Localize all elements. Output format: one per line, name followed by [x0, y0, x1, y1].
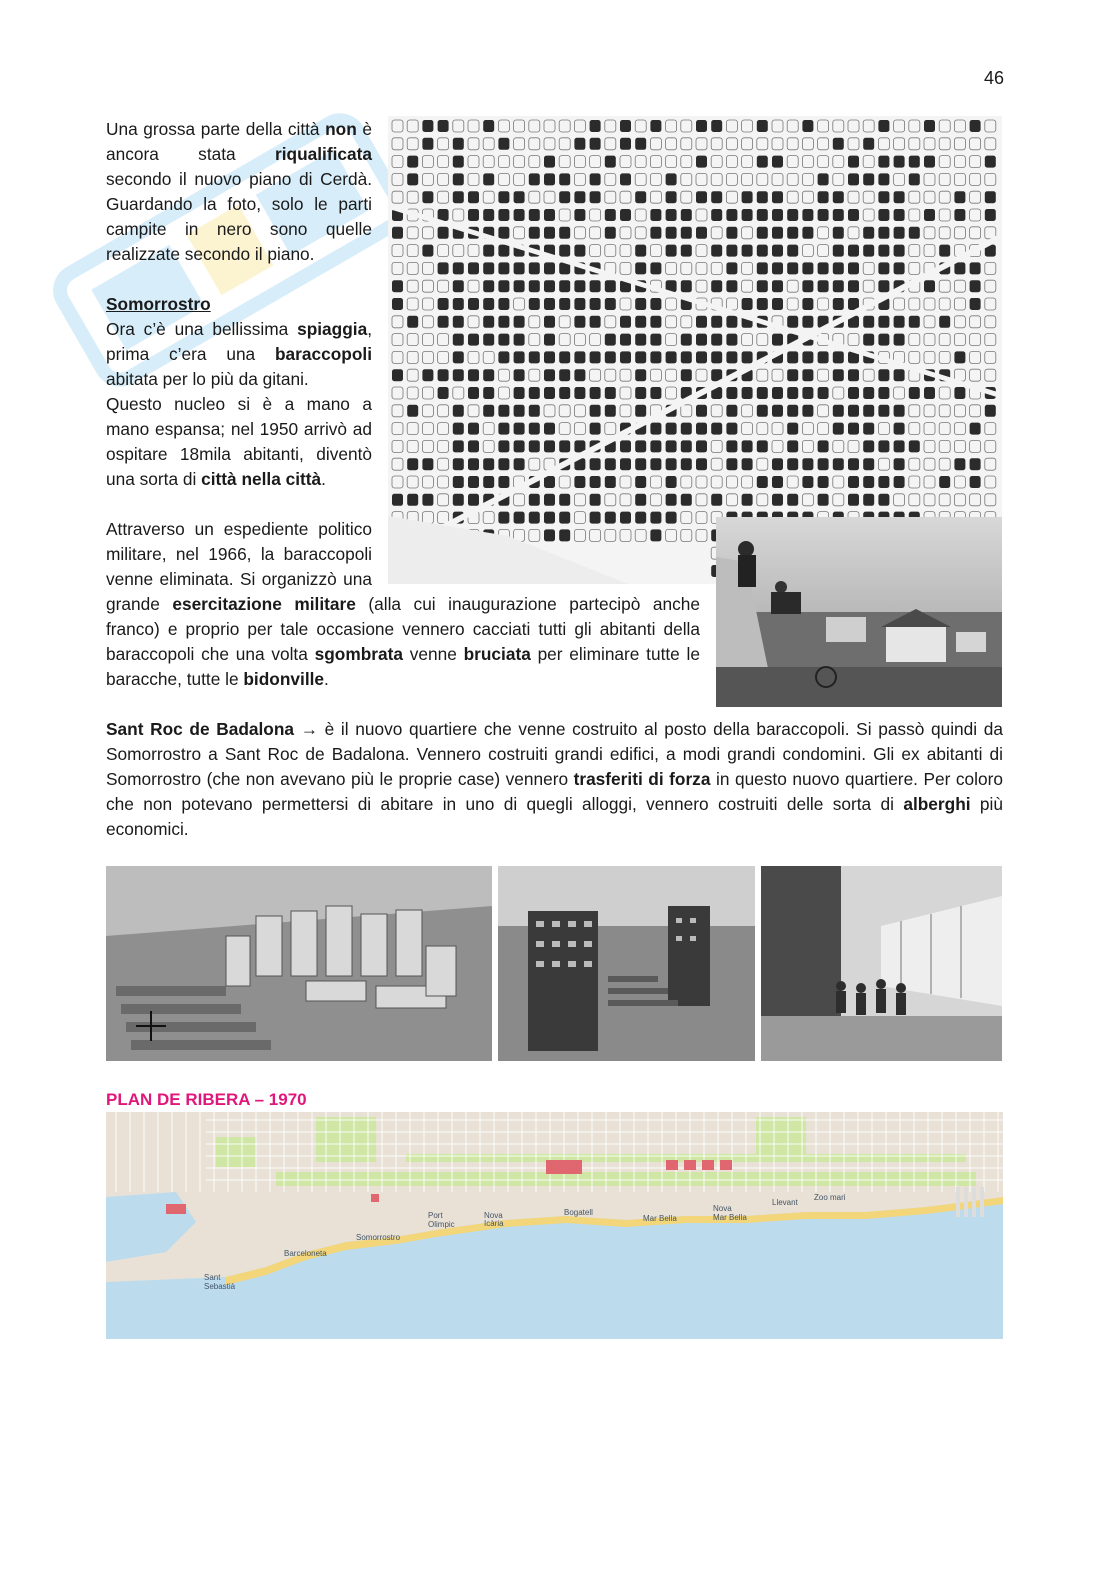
plan-de-ribera-title: PLAN DE RIBERA – 1970	[106, 1090, 307, 1109]
sant-roc-aerial-photo	[106, 866, 492, 1061]
arrow-icon: →	[300, 719, 318, 739]
label-zoomari: Zoo mari	[814, 1193, 846, 1202]
intro-paragraph: Una grossa parte della città non è ancora stata riqualificata secondo il nuovo piano di Cerdà. Guardando la foto, solo le parti campite in nero sono quelle realizzate secondo il piano.	[106, 119, 372, 264]
label-sant-1: Sant	[204, 1273, 221, 1282]
sant-roc-paragraph: Sant Roc de Badalona → è il nuovo quartiere che venne costruito al posto della baraccopoli. Si passò quindi da Somorrostro a Sant Roc de Badalona. Vennero costruiti grandi edifici, a modi grandi condomini. Gli ex abitanti di Somorrostro (che non avevano più le proprie case) vennero trasferiti di forza in questo nuovo quartiere. Per coloro che non potevano permettersi di abitare in uno di quegli alloggi, vennero costruiti delle sorta di alberghi più economici.	[106, 719, 1003, 839]
label-llevant: Llevant	[772, 1198, 798, 1207]
sant-roc-barracks-photo	[761, 866, 1002, 1061]
sant-roc-towers-photo	[498, 866, 755, 1061]
somorrostro-paragraph-2: Questo nucleo si è a mano a mano espansa; nel 1950 arrivò ad ospitare 18mila abitanti, diventò una sorta di città nella città.	[106, 394, 372, 489]
plan-de-ribera-map	[106, 1112, 1003, 1339]
cerda-plan-map-image	[388, 116, 1002, 584]
label-port-olimpic-2: Olimpic	[428, 1220, 455, 1229]
label-mar-bella: Mar Bella	[643, 1214, 677, 1223]
label-barceloneta: Barceloneta	[284, 1249, 327, 1258]
label-bogatell: Bogatell	[564, 1208, 593, 1217]
label-nova-icaria-1: Nova	[484, 1211, 503, 1220]
label-sant-sebastia-2: Sebastià	[204, 1282, 236, 1291]
somorrostro-heading: Somorrostro	[106, 294, 211, 314]
label-nova-mar-bella-2: Mar Bella	[713, 1213, 747, 1222]
label-nova-icaria-2: Icària	[484, 1219, 504, 1228]
label-somorrostro: Somorrostro	[356, 1233, 401, 1242]
somorrostro-paragraph-1: Ora c’è una bellissima spiaggia, prima c’era una baraccopoli abitata per lo più da gitani.	[106, 319, 372, 389]
label-port-olimpic-1: Port	[428, 1211, 443, 1220]
somorrostro-photo	[716, 517, 1002, 707]
page-number: 46	[983, 68, 1004, 88]
somorrostro-paragraph-3: Attraverso un espediente politico militare, nel 1966, la baraccopoli venne eliminata. Si organizzò una grande esercitazione militare (alla cui inaugurazione partecipò anche franco) e proprio per tale occasione vennero cacciati tutti gli abitanti della baraccopoli che una volta sgombrata venne bruciata per eliminare tutte le baracche, tutte le bidonville.	[106, 519, 701, 689]
label-nova-mar-bella-1: Nova	[713, 1204, 732, 1213]
